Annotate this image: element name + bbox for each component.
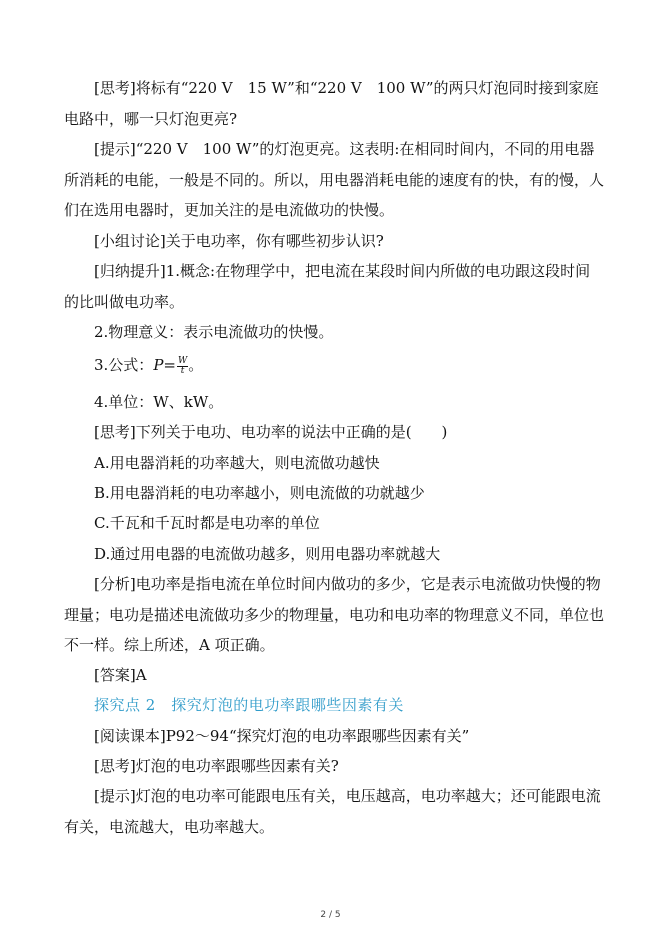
option-c: C.千瓦和千瓦时都是电功率的单位: [94, 514, 320, 532]
hint-1: [提示]“220 V 100 W”的灯泡更亮。这表明:在相同时间内，不同的用电器所消耗的电能，一般是不同的。所以，用电器消耗电能的速度有的快，有的慢，人们在选用电器时，更加关注的是电流做功的快慢。: [64, 140, 605, 219]
analysis: [分析]电功率是指电流在单位时间内做功的多少，它是表示电流做功快慢的物理量；电功是描述电流做功多少的物理量，电功和电功率的物理意义不同，单位也不一样。综上所述，A 项正确。: [64, 575, 605, 654]
group-discussion: [小组讨论]关于电功率，你有哪些初步认识?: [94, 232, 384, 250]
formula-line: [94, 350, 203, 380]
option-a: A.用电器消耗的功率越大，则电流做功越快: [94, 454, 380, 472]
formula-denominator: t: [180, 365, 185, 376]
formula-end: 。: [188, 356, 204, 374]
option-b: B.用电器消耗的电功率越小，则电流做的功就越少: [94, 484, 425, 502]
answer: [答案]A: [94, 666, 147, 684]
page-number: 2 / 5: [320, 910, 341, 920]
physical-meaning: 2.物理意义：表示电流做功的快慢。: [94, 323, 334, 341]
option-d: D.通过用电器的电流做功越多，则用电器功率就越大: [94, 545, 441, 563]
formula-p: P: [153, 356, 164, 374]
summary-concept: [归纳提升]1.概念:在物理学中，把电流在某段时间内所做的电功跟这段时间的比叫做电功率。: [64, 262, 591, 311]
reading-instruction: [阅读课本]P92～94“探究灯泡的电功率跟哪些因素有关”: [94, 727, 470, 745]
unit-line: 4.单位：W、kW。: [94, 393, 224, 411]
hint-2: [提示]灯泡的电功率可能跟电压有关，电压越高，电功率越大；还可能跟电流有关，电流越大，电功率越大。: [64, 787, 601, 836]
think-question-2: [思考]下列关于电功、电功率的说法中正确的是( ): [94, 423, 448, 441]
formula-numerator: W: [177, 355, 188, 366]
formula-fraction: [177, 357, 188, 376]
formula-prefix: 3.公式：: [94, 356, 154, 374]
formula-eq: =: [163, 356, 176, 374]
think-question-3: [思考]灯泡的电功率跟哪些因素有关?: [94, 757, 339, 775]
think-question-1: [思考]将标有“220 V 15 W”和“220 V 100 W”的两只灯泡同时接到家庭电路中，哪一只灯泡更亮?: [64, 79, 599, 128]
section-heading: 探究点 2 探究灯泡的电功率跟哪些因素有关: [94, 696, 404, 714]
